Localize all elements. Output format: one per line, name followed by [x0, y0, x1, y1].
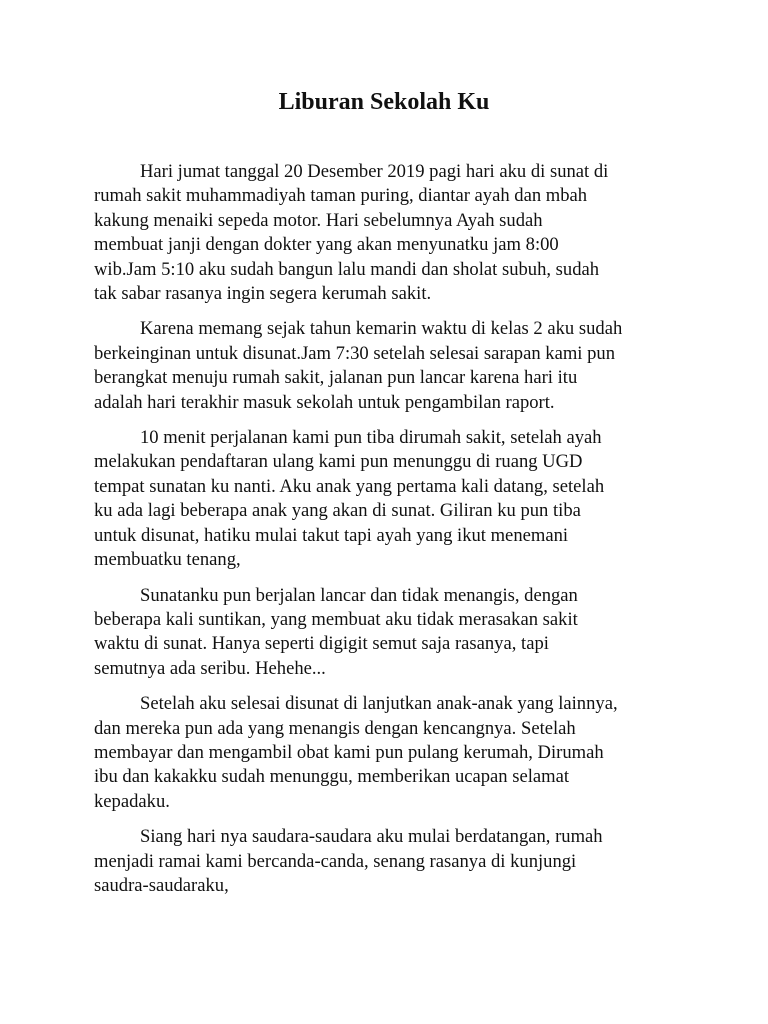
paragraph-line: Hari jumat tanggal 20 Desember 2019 pagi hari aku di sunat di: [140, 161, 609, 182]
paragraph-line: Siang hari nya saudara-saudara aku mulai berdatangan, rumah: [140, 826, 603, 848]
paragraph-line: beberapa kali suntikan, yang membuat aku tidak merasakan sakit: [94, 608, 578, 630]
paragraph-line: ibu dan kakakku sudah menunggu, memberikan ucapan selamat: [94, 766, 570, 788]
paragraph-line: kakung menaiki sepeda motor. Hari sebelumnya Ayah sudah: [94, 209, 543, 231]
document-body: [94, 160, 682, 909]
paragraph-line: adalah hari terakhir masuk sekolah untuk pengambilan raport.: [94, 391, 555, 413]
paragraph-line: wib.Jam 5:10 aku sudah bangun lalu mandi dan sholat subuh, sudah: [94, 258, 600, 280]
paragraph-line: Sunatanku pun berjalan lancar dan tidak menangis, dengan: [140, 584, 578, 606]
paragraph-line: waktu di sunat. Hanya seperti digigit semut saja rasanya, tapi: [94, 633, 549, 655]
paragraph-line: ku ada lagi beberapa anak yang akan di sunat. Giliran ku pun tiba: [94, 500, 581, 522]
paragraph-line: membuatku tenang,: [94, 549, 241, 571]
paragraph-line: Setelah aku selesai disunat di lanjutkan anak-anak yang lainnya,: [140, 693, 618, 715]
paragraph-1: [94, 160, 682, 306]
paragraph-line: kepadaku.: [94, 790, 170, 812]
paragraph-line: berkeinginan untuk disunat.Jam 7:30 setelah selesai sarapan kami pun: [94, 342, 616, 364]
paragraph-line: membuat janji dengan dokter yang akan menyunatku jam 8:00: [94, 234, 559, 256]
paragraph-line: rumah sakit muhammadiyah taman puring, diantar ayah dan mbah: [94, 185, 588, 207]
paragraph-line: saudra-saudaraku,: [94, 874, 229, 896]
document-title: Liburan Sekolah Ku: [278, 89, 490, 115]
paragraph-3: [94, 426, 682, 572]
paragraph-5: [94, 692, 682, 814]
paragraph-line: semutnya ada seribu. Hehehe...: [94, 657, 326, 679]
paragraph-4: [94, 584, 682, 682]
paragraph-line: membayar dan mengambil obat kami pun pulang kerumah, Dirumah: [94, 741, 604, 763]
paragraph-line: tak sabar rasanya ingin segera kerumah sakit.: [94, 283, 432, 305]
paragraph-6: [94, 825, 682, 898]
paragraph-line: berangkat menuju rumah sakit, jalanan pun lancar karena hari itu: [94, 367, 578, 389]
paragraph-line: untuk disunat, hatiku mulai takut tapi ayah yang ikut menemani: [94, 524, 569, 546]
paragraph-line: dan mereka pun ada yang menangis dengan kencangnya. Setelah: [94, 717, 576, 739]
paragraph-line: menjadi ramai kami bercanda-canda, senang rasanya di kunjungi: [94, 850, 577, 872]
paragraph-line: melakukan pendaftaran ulang kami pun menunggu di ruang UGD: [94, 451, 583, 473]
paragraph-2: [94, 317, 682, 415]
paragraph-line: tempat sunatan ku nanti. Aku anak yang pertama kali datang, setelah: [94, 475, 605, 497]
paragraph-line: 10 menit perjalanan kami pun tiba dirumah sakit, setelah ayah: [140, 427, 602, 449]
paragraph-line: Karena memang sejak tahun kemarin waktu di kelas 2 aku sudah: [140, 318, 623, 340]
